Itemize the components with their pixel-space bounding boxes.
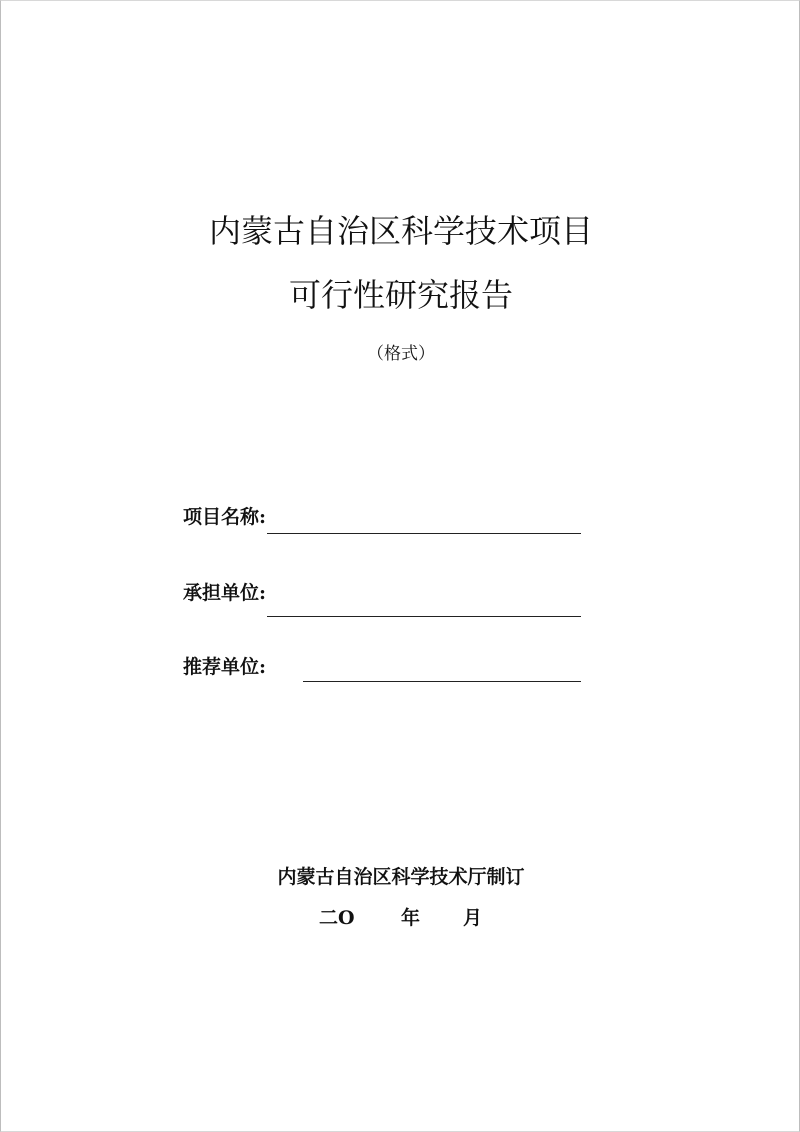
undertaking-unit-blank-line <box>267 616 581 617</box>
project-name-field <box>183 503 603 543</box>
year-prefix: 二O <box>319 907 355 929</box>
recommending-unit-field <box>183 653 603 693</box>
recommending-unit-label: 推荐单位: <box>183 656 267 678</box>
month-unit: 月 <box>463 907 483 929</box>
undertaking-unit-field <box>183 579 603 619</box>
document-title: 内蒙古自治区科学技术项目 <box>208 212 593 250</box>
date-line <box>1 904 800 932</box>
project-name-label: 项目名称: <box>183 506 267 528</box>
year-unit: 年 <box>401 907 421 929</box>
issuer-text: 内蒙古自治区科学技术厅制订 <box>277 866 525 888</box>
recommending-unit-blank-line <box>303 681 581 682</box>
document-subtitle: 可行性研究报告 <box>288 276 513 314</box>
project-name-blank-line <box>267 533 581 534</box>
undertaking-unit-label: 承担单位: <box>183 582 267 604</box>
format-note: （格式） <box>367 344 435 364</box>
